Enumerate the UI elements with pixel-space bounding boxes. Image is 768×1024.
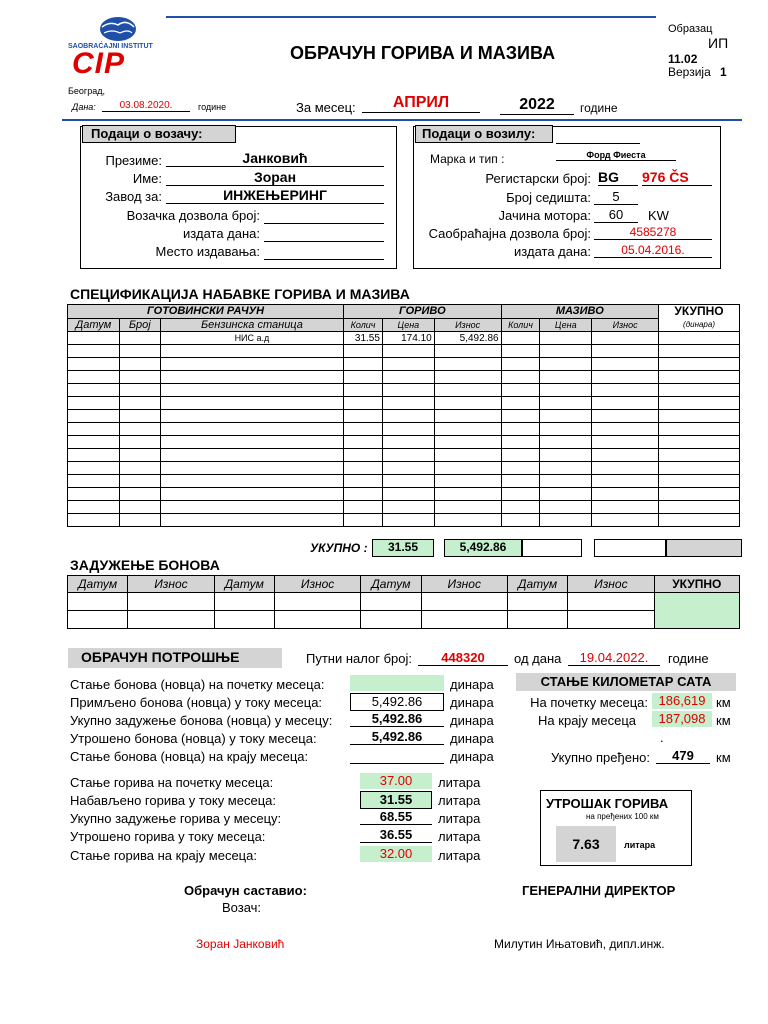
- globe-icon: [98, 15, 138, 43]
- v-recv-label: Примљено бонова (новца) у току месеца:: [70, 695, 323, 710]
- place-field[interactable]: [264, 244, 384, 260]
- v-col-total: УКУПНО: [654, 576, 739, 593]
- v-recv-field[interactable]: 5,492.86: [350, 693, 444, 711]
- spec-total-oil: [522, 539, 582, 557]
- director-name: Милутин Ињaтовић, дипл.инж.: [494, 937, 665, 951]
- v-start-field[interactable]: [350, 675, 444, 691]
- odo-dist-label: Укупно пређено:: [550, 750, 650, 765]
- f-total-label: Укупно задужење горива у месецу:: [70, 811, 282, 826]
- v-col-date-3: Датум: [361, 576, 421, 593]
- v-col-amount-4: Износ: [568, 576, 654, 593]
- odo-start-label: На почетку месеца:: [530, 695, 648, 710]
- f-total-unit: литара: [438, 811, 481, 826]
- table-row: [68, 475, 740, 488]
- header-rule-2: [62, 119, 742, 121]
- table-row: [68, 593, 740, 611]
- table-row: [68, 332, 740, 345]
- odo-end-label: На крају месеца: [538, 713, 636, 728]
- seats-label: Број седишта:: [506, 190, 591, 205]
- group-cash: ГОТОВИНСКИ РАЧУН: [68, 305, 344, 319]
- odo-dot: .: [660, 730, 664, 745]
- v-col-amount-1: Износ: [128, 576, 214, 593]
- table-row: [68, 436, 740, 449]
- license-label: Возачка дозвола број:: [126, 208, 260, 223]
- vouchers-header: [68, 576, 740, 593]
- travel-label: Путни налог број:: [306, 651, 412, 666]
- f-start-label: Стање горива на почетку месеца:: [70, 775, 274, 790]
- odo-start-field[interactable]: 186,619: [652, 693, 712, 709]
- vouchers-table: [67, 575, 740, 629]
- odo-end-unit: км: [716, 713, 731, 728]
- spec-total-amount: 5,492.86: [444, 539, 522, 557]
- from-year-suffix: године: [668, 651, 709, 666]
- logo-text: CIP: [72, 47, 126, 80]
- driver-sign-name: Зоран Јанковић: [196, 937, 285, 951]
- consumption-value: 7.63: [556, 826, 616, 862]
- f-total-field: 68.55: [360, 809, 432, 825]
- from-date[interactable]: 19.04.2022.: [568, 650, 660, 666]
- f-buy-label: Набављено горива у току месеца:: [70, 793, 276, 808]
- city: Београд,: [68, 86, 105, 96]
- f-end-label: Стање горива на крају месеца:: [70, 848, 257, 863]
- row1-price[interactable]: 174.10: [382, 332, 434, 345]
- calc-title: ОБРАЧУН ПОТРОШЊЕ: [68, 648, 282, 668]
- name-field[interactable]: Зоран: [166, 169, 384, 186]
- col-oil-price: Цена: [540, 318, 592, 332]
- f-start-unit: литара: [438, 775, 481, 790]
- f-start-field[interactable]: 37.00: [360, 773, 432, 789]
- v-recv-unit: динара: [450, 695, 494, 710]
- f-used-label: Утрошено горива у току месеца:: [70, 829, 266, 844]
- license-issued-label: издата дана:: [183, 226, 260, 241]
- table-row: [68, 345, 740, 358]
- reg-label: Регистарски број:: [485, 171, 591, 186]
- v-col-date-2: Датум: [214, 576, 274, 593]
- seats-field[interactable]: 5: [594, 189, 638, 205]
- f-used-field: 36.55: [360, 827, 432, 843]
- v-total-field: 5,492.86: [350, 711, 444, 727]
- vehicle-issued-field[interactable]: 05.04.2016.: [594, 243, 712, 258]
- row1-station[interactable]: НИС а.д: [160, 332, 343, 345]
- spec-total-grand: [666, 539, 742, 557]
- name-label: Име:: [132, 171, 162, 186]
- group-oil: МАЗИВО: [501, 305, 658, 319]
- version-value: 1: [720, 65, 727, 79]
- driver-sign-label: Возач:: [222, 900, 262, 915]
- v-used-field: 5,492.86: [350, 729, 444, 745]
- table-row: [68, 384, 740, 397]
- consumption-subtitle: на пређених 100 км: [586, 812, 659, 821]
- dept-field[interactable]: ИНЖЕЊЕРИНГ: [166, 187, 384, 204]
- date-label: Дана:: [72, 102, 96, 112]
- f-end-field[interactable]: 32.00: [360, 846, 432, 862]
- row1-qty[interactable]: 31.55: [344, 332, 383, 345]
- traffic-label: Саобраћајна дозвола број:: [428, 226, 591, 241]
- v-start-label: Стање бонова (новца) на почетку месеца:: [70, 677, 325, 692]
- group-total: УКУПНО (динара): [659, 305, 740, 332]
- f-buy-unit: литара: [438, 793, 481, 808]
- v-start-unit: динара: [450, 677, 494, 692]
- power-unit: KW: [648, 208, 669, 223]
- from-label: од дана: [514, 651, 562, 666]
- v-end-label: Стање бонова (новца) на крају месеца:: [70, 749, 309, 764]
- reg-city-field[interactable]: BG: [598, 169, 638, 186]
- odometer-title: СТАЊЕ КИЛОМЕТАР САТА: [516, 673, 736, 691]
- v-col-date-1: Датум: [68, 576, 128, 593]
- driver-section-title: Подаци о возачу:: [82, 125, 236, 143]
- director-title: ГЕНЕРАЛНИ ДИРЕКТОР: [522, 883, 676, 898]
- v-end-unit: динара: [450, 749, 494, 764]
- logo-subtitle: SAOBRAĆAJNI INSTITUT: [68, 43, 153, 50]
- table-row: [68, 462, 740, 475]
- month-label: За месец:: [296, 100, 356, 115]
- table-row: [68, 358, 740, 371]
- consumption-unit: литара: [624, 840, 656, 850]
- col-oil-qty: Колич: [501, 318, 540, 332]
- license-issued-field[interactable]: [264, 226, 384, 242]
- logo: [68, 15, 168, 80]
- surname-label: Презиме:: [105, 153, 162, 168]
- form-label: Образац: [668, 23, 713, 35]
- f-used-unit: литара: [438, 829, 481, 844]
- version-label: Верзија: [668, 65, 711, 79]
- vehicle-section-title: Подаци о возилу:: [415, 125, 553, 143]
- v-total-label: Укупно задужење бонова (новца) у месецу:: [70, 713, 333, 728]
- make-field[interactable]: Форд Фиеста: [556, 150, 676, 161]
- vouchers-total-cell: [654, 593, 739, 629]
- form-code: ИП: [708, 35, 729, 51]
- make-label: Марка и тип :: [430, 152, 505, 166]
- v-col-amount-2: Износ: [274, 576, 360, 593]
- spec-column-header: [68, 318, 740, 332]
- v-used-label: Утрошено бонова (новца) у току месеца:: [70, 731, 317, 746]
- reg-number-field[interactable]: 976 ČS: [642, 169, 712, 186]
- odo-dist-unit: км: [716, 750, 731, 765]
- year-suffix: године: [580, 101, 618, 115]
- vouchers-title: ЗАДУЖЕЊЕ БОНОВА: [70, 557, 220, 573]
- date-value: 03.08.2020.: [102, 100, 190, 112]
- odo-dist-field: 479: [656, 748, 710, 764]
- table-row: [68, 501, 740, 514]
- col-fuel-qty: Колич: [344, 318, 383, 332]
- spec-total-label: УКУПНО :: [310, 541, 368, 555]
- spec-table: [67, 304, 740, 527]
- col-oil-amount: Износ: [592, 318, 659, 332]
- table-row: [68, 488, 740, 501]
- f-end-unit: литара: [438, 848, 481, 863]
- v-col-date-4: Датум: [507, 576, 567, 593]
- v-total-unit: динара: [450, 713, 494, 728]
- col-date: Датум: [68, 318, 120, 332]
- table-row: [68, 449, 740, 462]
- month-value: АПРИЛ: [362, 94, 480, 113]
- v-col-amount-3: Износ: [421, 576, 507, 593]
- license-field[interactable]: [264, 208, 384, 224]
- dept-label: Завод за:: [105, 189, 162, 204]
- col-fuel-amount: Износ: [434, 318, 501, 332]
- spec-total-qty: 31.55: [372, 539, 434, 557]
- surname-field[interactable]: Јанковић: [166, 150, 384, 167]
- col-num: Број: [119, 318, 160, 332]
- table-row: [68, 410, 740, 423]
- spec-total-oil-amount: [594, 539, 666, 557]
- consumption-title: УТРОШАК ГОРИВА: [546, 796, 669, 811]
- table-row: [68, 423, 740, 436]
- spec-group-header: [68, 305, 740, 319]
- date-year-suffix: године: [198, 102, 227, 112]
- odo-end-field[interactable]: 187,098: [652, 711, 712, 727]
- table-row: [68, 514, 740, 527]
- made-by-label: Обрачун саставио:: [184, 883, 307, 898]
- travel-number[interactable]: 448320: [418, 650, 508, 666]
- form-number: 11.02: [668, 52, 698, 66]
- odo-start-unit: км: [716, 695, 731, 710]
- year-value: 2022: [500, 96, 574, 115]
- vehicle-issued-label: издата дана:: [514, 244, 591, 259]
- spec-title: СПЕЦИФИКАЦИЈА НАБАВКЕ ГОРИВА И МАЗИВА: [70, 286, 410, 302]
- table-row: [68, 611, 740, 629]
- v-used-unit: динара: [450, 731, 494, 746]
- vehicle-title-field: [556, 128, 640, 144]
- f-buy-field[interactable]: 31.55: [360, 791, 432, 809]
- v-end-field: [350, 748, 444, 764]
- col-station: Бензинска станица: [160, 318, 343, 332]
- power-label: Јачина мотора:: [498, 208, 591, 223]
- header-rule: [166, 16, 656, 18]
- table-row: [68, 397, 740, 410]
- place-label: Место издавања:: [155, 244, 260, 259]
- col-fuel-price: Цена: [382, 318, 434, 332]
- group-fuel: ГОРИВО: [344, 305, 501, 319]
- table-row: [68, 371, 740, 384]
- power-field[interactable]: 60: [594, 207, 638, 223]
- traffic-field[interactable]: 4585278: [594, 225, 712, 240]
- page-title: ОБРАЧУН ГОРИВА И МАЗИВА: [290, 43, 556, 63]
- row1-amount[interactable]: 5,492.86: [434, 332, 501, 345]
